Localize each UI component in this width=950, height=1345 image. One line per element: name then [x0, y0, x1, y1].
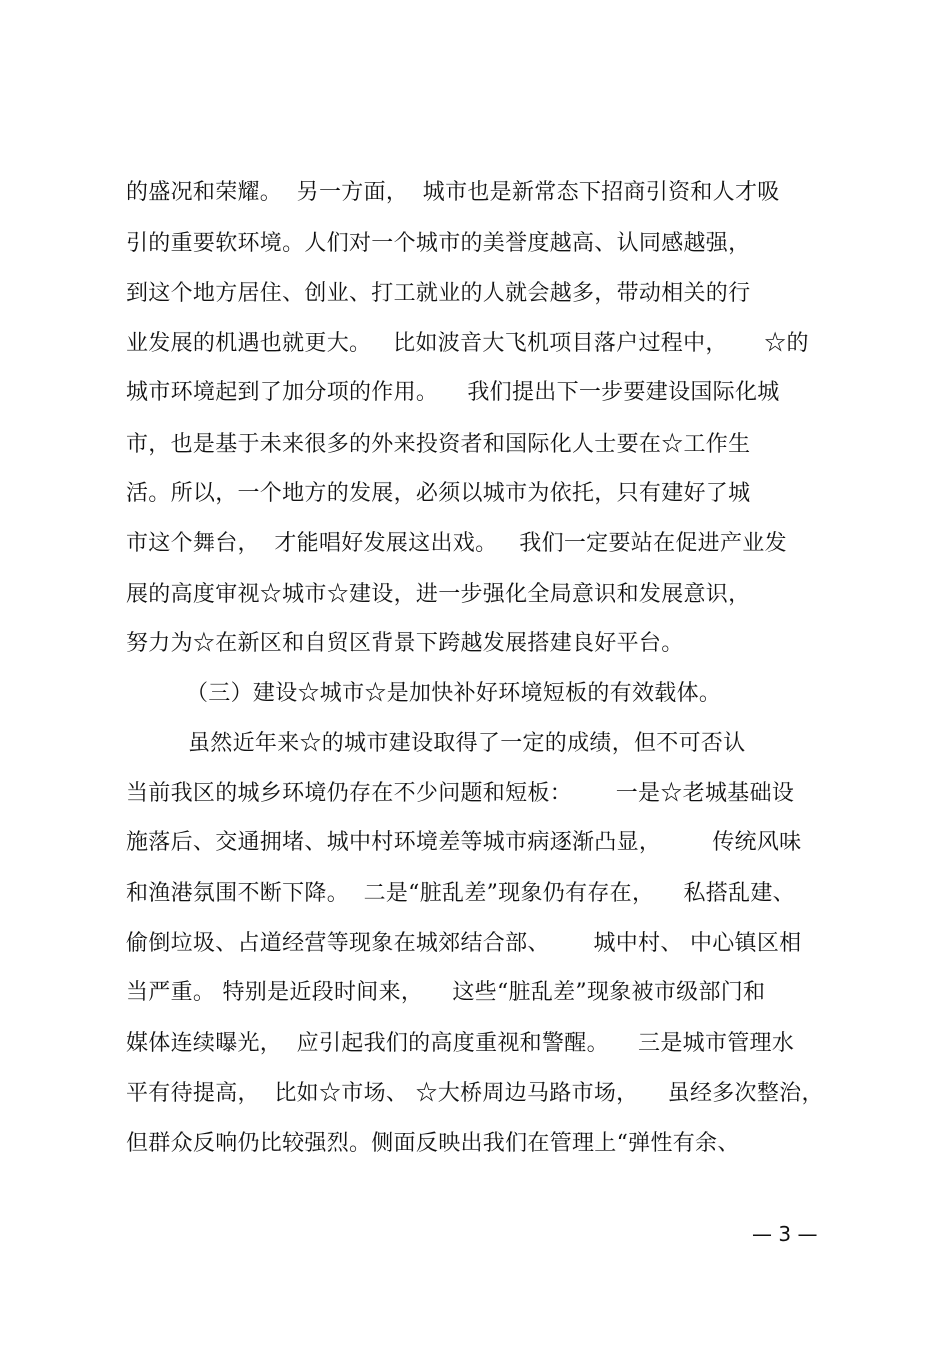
- body-text-line: 偷倒垃圾、占道经营等现象在城郊结合部、 城中村、 中心镇区相: [126, 931, 802, 956]
- body-text-line: 活。所以，一个地方的发展，必须以城市为依托，只有建好了城: [126, 481, 751, 506]
- body-text-line: 施落后、交通拥堵、城中村环境差等城市病逐渐凸显， 传统风味: [126, 830, 802, 855]
- body-text-line: 努力为☆在新区和自贸区背景下跨越发展搭建良好平台。: [126, 631, 684, 656]
- body-text-line: 城市环境起到了加分项的作用。 我们提出下一步要建设国际化城: [126, 380, 780, 405]
- body-text-line: 市这个舞台， 才能唱好发展这出戏。 我们一定要站在促进产业发: [126, 531, 787, 556]
- page-number: — 3 —: [752, 1222, 818, 1246]
- section-heading: （三）建设☆城市☆是加快补好环境短板的有效载体。: [186, 681, 722, 706]
- body-text-line: 引的重要软环境。人们对一个城市的美誉度越高、认同感越强，: [126, 231, 751, 256]
- body-text-line: 当严重。 特别是近段时间来， 这些“脏乱差”现象被市级部门和: [126, 980, 766, 1005]
- body-text-line: 业发展的机遇也就更大。 比如波音大飞机项目落户过程中， ☆的: [126, 331, 809, 356]
- body-text-line: 虽然近年来☆的城市建设取得了一定的成绩，但不可否认: [188, 731, 746, 756]
- body-text-line: 的盛况和荣耀。 另一方面， 城市也是新常态下招商引资和人才吸: [126, 180, 780, 205]
- body-text-line: 当前我区的城乡环境仍存在不少问题和短板： 一是☆老城基础设: [126, 781, 795, 806]
- body-text-line: 平有待提高， 比如☆市场、 ☆大桥周边马路市场， 虽经多次整治，: [126, 1081, 824, 1106]
- body-text-line: 市，也是基于未来很多的外来投资者和国际化人士要在☆工作生: [126, 432, 751, 457]
- body-text-line: 和渔港氛围不断下降。 二是“脏乱差”现象仍有存在， 私搭乱建、: [126, 881, 795, 906]
- body-text-line: 媒体连续曝光， 应引起我们的高度重视和警醒。 三是城市管理水: [126, 1031, 795, 1056]
- body-text-line: 但群众反响仍比较强烈。侧面反映出我们在管理上“弹性有余、: [126, 1131, 740, 1156]
- body-text-line: 到这个地方居住、创业、打工就业的人就会越多，带动相关的行: [126, 281, 751, 306]
- body-text-line: 展的高度审视☆城市☆建设，进一步强化全局意识和发展意识，: [126, 582, 751, 607]
